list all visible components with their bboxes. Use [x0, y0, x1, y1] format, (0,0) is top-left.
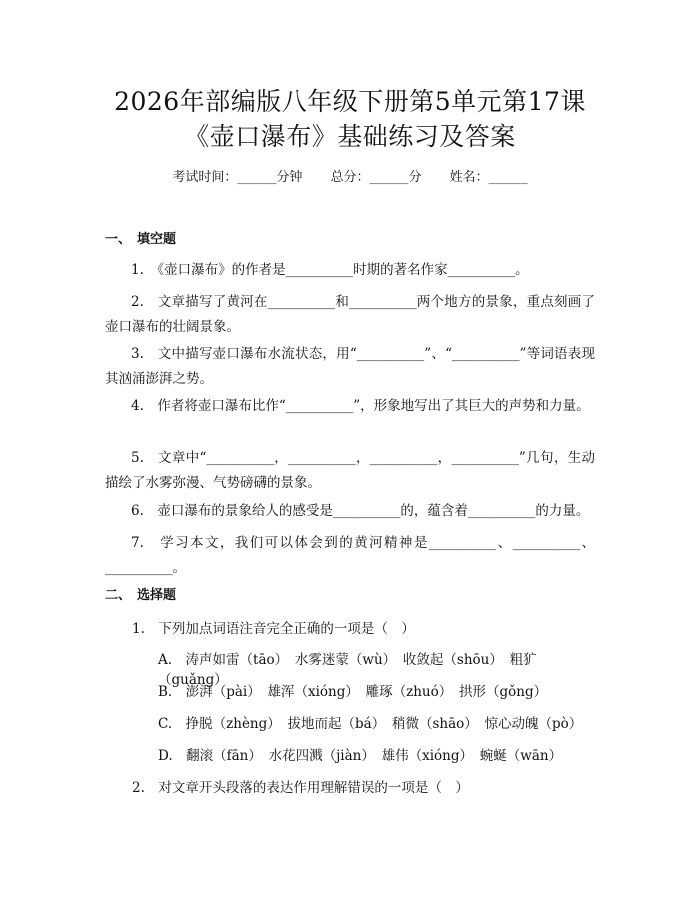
fill-blank-question: 4. 作者将壶口瀑布比作“__________”，形象地写出了其巨大的声势和力量。	[131, 398, 590, 414]
fill-blank-question: 1. 《壶口瀑布》的作者是__________时期的著名作家__________。	[131, 262, 529, 278]
section-choice-heading	[105, 587, 176, 605]
student-name: 姓名：______	[449, 170, 528, 185]
choice-question: 2. 对文章开头段落的表达作用理解错误的一项是（ ）	[132, 780, 469, 796]
choice-option-a: A. 涛声如雷（tāo） 水雾迷蒙（wù） 收敛起（shōu） 粗犷（guǎng）	[158, 652, 537, 688]
section-number: 二、	[105, 588, 132, 603]
choice-question: 1. 下列加点词语注音完全正确的一项是（ ）	[132, 621, 415, 637]
fill-blank-question: 7. 学习本文，我们可以体会到的黄河精神是__________、__________、__________。	[105, 535, 595, 576]
fill-blank-question: 6. 壶口瀑布的景象给人的感受是__________的，蕴含着__________的力量。	[131, 503, 590, 519]
exam-meta	[0, 169, 700, 187]
section-number: 一、	[105, 232, 132, 247]
total-score: 总分：______分	[330, 170, 422, 185]
section-fill-blank-heading	[105, 231, 176, 249]
page-title-line2: 《壶口瀑布》基础练习及答案	[184, 122, 516, 151]
page-title-line1: 2026年部编版八年级下册第5单元第17课	[114, 87, 586, 116]
section-title: 选择题	[137, 588, 177, 603]
choice-option-d: D. 翻滚（fān） 水花四溅（jiàn） 雄伟（xióng） 蜿蜒（wān）	[158, 748, 563, 764]
fill-blank-question: 3. 文中描写壶口瀑布水流状态，用“__________”、“__________”等词语表现其汹涌澎湃之势。	[105, 346, 595, 387]
choice-option-b: B. 澎湃（pài） 雄浑（xióng） 雕琢（zhuó） 拱形（gǒng）	[158, 684, 548, 700]
fill-blank-question: 5. 文章中“__________，__________，__________，__________”几句，生动描绘了水雾弥漫、气势磅礴的景象。	[105, 450, 595, 491]
section-title: 填空题	[137, 232, 177, 247]
exam-time: 考试时间：______分钟	[172, 170, 303, 185]
choice-option-c: C. 挣脱（zhèng） 拔地而起（bá） 稍微（shāo） 惊心动魄（pò）	[158, 716, 583, 732]
fill-blank-question: 2. 文章描写了黄河在__________和__________两个地方的景象，重点刻画了壶口瀑布的壮阔景象。	[105, 294, 595, 335]
